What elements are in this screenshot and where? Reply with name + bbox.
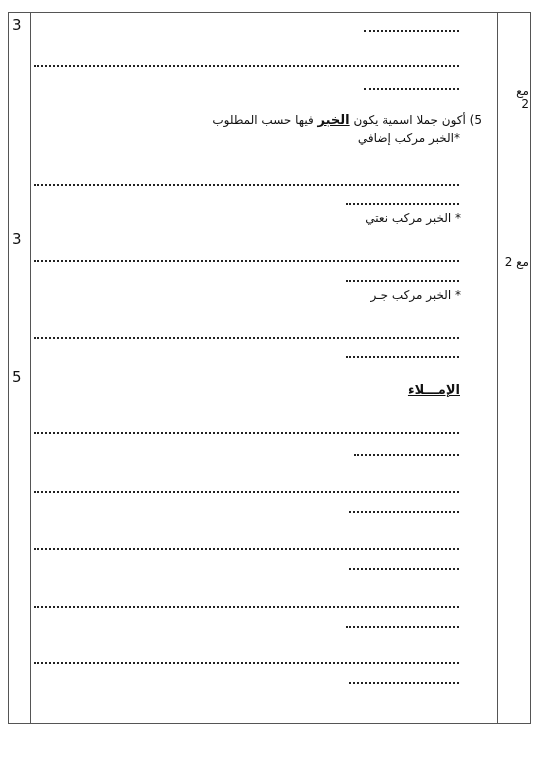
criterion-label-2: مع 2	[504, 255, 529, 269]
answer-line	[349, 680, 459, 684]
answer-line	[364, 28, 459, 32]
question-number: 5)	[469, 113, 482, 127]
score-column-divider	[30, 12, 31, 724]
question-5	[212, 113, 482, 128]
answer-line	[349, 566, 459, 570]
score-1: 3	[12, 16, 22, 34]
answer-line	[364, 86, 459, 90]
answer-line	[34, 546, 459, 550]
question-text-start: أكون جملا اسمية يكون	[353, 113, 466, 127]
answer-line	[34, 489, 459, 493]
dictation-heading: الإمـــلاء	[407, 383, 460, 398]
answer-line	[34, 660, 459, 664]
answer-line	[34, 182, 459, 186]
criterion-label-1-value: 2	[521, 97, 529, 111]
item-naati: * الخبر مركب نعتي	[365, 211, 461, 225]
answer-line	[346, 354, 459, 358]
answer-line	[346, 201, 459, 205]
answer-line	[349, 509, 459, 513]
criteria-column-divider	[497, 12, 498, 724]
score-3: 5	[12, 368, 22, 386]
score-2: 3	[12, 230, 22, 248]
criterion-label-1-text: مع	[516, 84, 529, 98]
question-text-end: فيها حسب المطلوب	[212, 113, 314, 127]
answer-line	[346, 278, 459, 282]
question-keyword: الخبر	[317, 113, 350, 128]
answer-line	[34, 258, 459, 262]
answer-line	[34, 430, 459, 434]
answer-line	[34, 335, 459, 339]
answer-line	[354, 452, 459, 456]
answer-line	[346, 624, 459, 628]
criterion-label-1	[503, 85, 529, 111]
answer-line	[34, 604, 459, 608]
item-jarr: * الخبر مركب جـر	[370, 288, 461, 302]
item-idafi: *الخبر مركب إضافي	[357, 131, 460, 145]
answer-line	[34, 63, 459, 67]
